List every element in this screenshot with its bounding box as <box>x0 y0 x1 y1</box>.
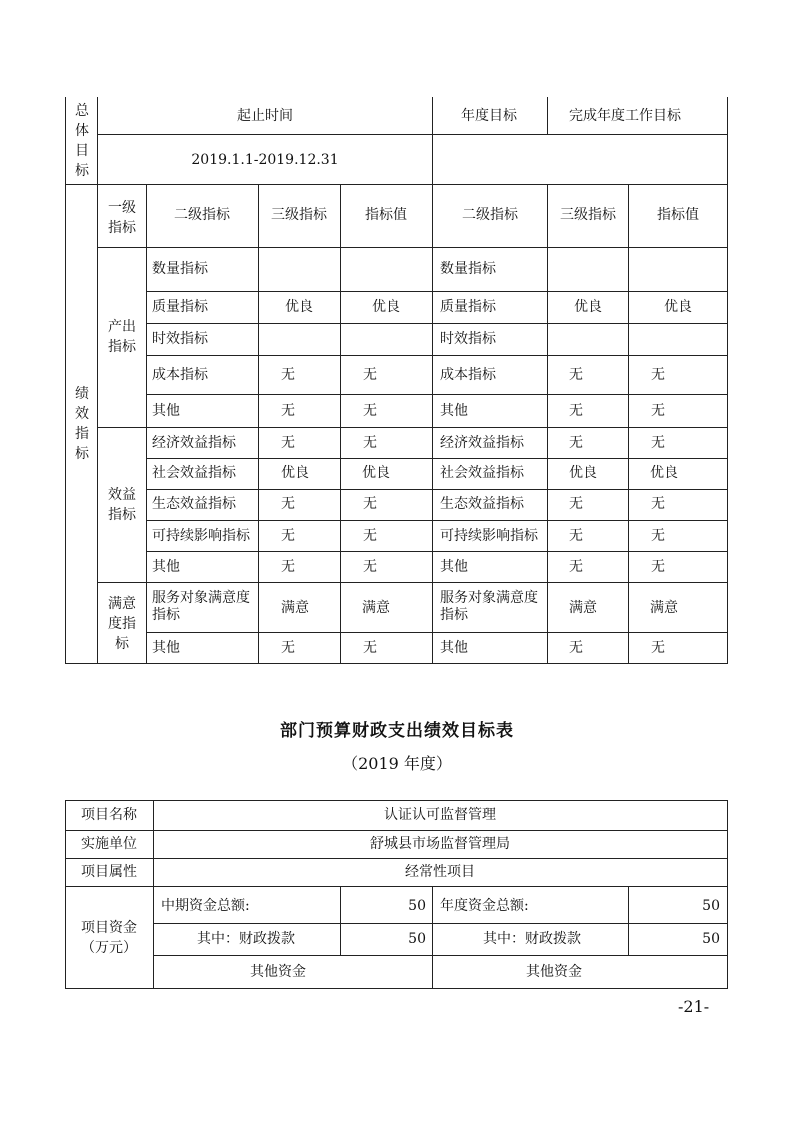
table-line <box>146 291 727 292</box>
table-line <box>432 886 433 988</box>
table-line <box>65 830 728 831</box>
table-line <box>340 184 341 664</box>
indicator-cell: 无 <box>281 528 295 544</box>
table-line <box>146 489 727 490</box>
level3-header-right: 三级指标 <box>560 207 616 223</box>
indicator-cell: 优良 <box>664 299 692 315</box>
indicator-cell: 优良 <box>650 465 678 481</box>
annual-goal-value: 完成年度工作目标 <box>569 108 681 124</box>
indicator-cell: 无 <box>281 640 295 656</box>
indicator-cell: 可持续影响指标 <box>440 528 538 544</box>
indicator-cell: 其他 <box>152 403 180 419</box>
indicator-cell: 其他 <box>152 559 180 575</box>
annual-other-label: 其他资金 <box>526 964 582 980</box>
table-line <box>153 955 727 956</box>
indicator-cell: 数量指标 <box>440 261 496 277</box>
table-line <box>727 97 728 664</box>
indicator-cell: 数量指标 <box>152 261 208 277</box>
indicator-cell: 无 <box>651 367 665 383</box>
indicator-cell: 无 <box>281 403 295 419</box>
attribute-label: 项目属性 <box>81 864 137 880</box>
indicator-cell: 无 <box>281 367 295 383</box>
indicator-cell: 其他 <box>440 559 468 575</box>
indicator-cell: 时效指标 <box>152 331 208 347</box>
table-line <box>432 184 433 664</box>
indicator-cell: 优良 <box>285 299 313 315</box>
indicator-cell: 无 <box>651 559 665 575</box>
indicator-cell: 质量指标 <box>152 299 208 315</box>
table-line <box>65 97 66 664</box>
indicator-cell: 无 <box>569 640 583 656</box>
indicator-cell: 无 <box>651 496 665 512</box>
period-header: 起止时间 <box>237 108 293 124</box>
indicator-cell: 无 <box>363 403 377 419</box>
table-line <box>65 663 728 664</box>
indicator-cell: 无 <box>651 435 665 451</box>
indicator-cell: 质量指标 <box>440 299 496 315</box>
indicator-cell: 无 <box>363 496 377 512</box>
table-line <box>727 800 728 989</box>
value-header-left: 指标值 <box>365 207 407 223</box>
indicator-cell: 经济效益指标 <box>152 435 236 451</box>
page-title: 部门预算财政支出绩效目标表 <box>280 721 514 741</box>
indicator-cell: 无 <box>651 403 665 419</box>
level3-header-left: 三级指标 <box>271 207 327 223</box>
level2-header-right: 二级指标 <box>462 207 518 223</box>
table-line <box>628 886 629 955</box>
table-line <box>65 858 728 859</box>
indicator-cell: 无 <box>281 496 295 512</box>
indicator-cell: 无 <box>363 367 377 383</box>
indicator-cell: 无 <box>281 559 295 575</box>
table-line <box>146 355 727 356</box>
table-line <box>146 184 147 664</box>
indicator-cell: 社会效益指标 <box>440 465 524 481</box>
indicator-cell: 无 <box>281 435 295 451</box>
attribute-value: 经常性项目 <box>405 864 475 880</box>
table-line <box>153 800 154 989</box>
indicator-cell: 无 <box>569 403 583 419</box>
project-name: 认证认可监督管理 <box>384 807 496 823</box>
indicator-cell: 生态效益指标 <box>440 496 524 512</box>
table-line <box>97 97 98 664</box>
indicator-cell: 时效指标 <box>440 331 496 347</box>
table-line <box>97 427 727 428</box>
page-number: -21- <box>678 997 710 1016</box>
indicator-cell: 无 <box>363 559 377 575</box>
annual-fiscal-value: 50 <box>702 931 720 947</box>
group-label: 满意度指标 <box>108 596 136 652</box>
table-line <box>146 323 727 324</box>
level1-header: 一级指标 <box>108 200 136 236</box>
indicator-cell: 无 <box>363 528 377 544</box>
indicator-cell: 优良 <box>569 465 597 481</box>
unit-label: 实施单位 <box>81 836 137 852</box>
table-line <box>65 988 728 989</box>
annual-goal-header: 年度目标 <box>461 108 517 124</box>
group-label: 效益指标 <box>108 487 136 523</box>
indicator-cell: 经济效益指标 <box>440 435 524 451</box>
table-line <box>153 923 727 924</box>
annual-fiscal-label: 其中：财政拨款 <box>483 931 581 947</box>
indicator-cell: 其他 <box>440 403 468 419</box>
table-line <box>547 184 548 664</box>
unit-value: 舒城县市场监督管理局 <box>370 836 510 852</box>
indicator-cell: 优良 <box>281 465 309 481</box>
table-line <box>146 551 727 552</box>
indicator-cell: 满意 <box>569 600 597 616</box>
indicator-cell: 其他 <box>152 640 180 656</box>
table-line <box>146 632 727 633</box>
indicator-cell: 无 <box>569 496 583 512</box>
table-line <box>547 97 548 134</box>
indicator-cell: 无 <box>569 435 583 451</box>
indicator-cell: 无 <box>569 367 583 383</box>
level2-header-left: 二级指标 <box>174 207 230 223</box>
table-line <box>65 800 66 989</box>
overall-goal-label: 总体目标 <box>75 103 89 179</box>
indicator-cell: 优良 <box>372 299 400 315</box>
mid-fiscal-value: 50 <box>408 931 426 947</box>
indicator-cell: 优良 <box>362 465 390 481</box>
indicator-cell: 成本指标 <box>152 367 208 383</box>
funds-label: 项目资金（万元） <box>81 920 137 956</box>
mid-total-label: 中期资金总额: <box>161 898 250 914</box>
indicator-cell: 社会效益指标 <box>152 465 236 481</box>
mid-fiscal-label: 其中：财政拨款 <box>197 931 295 947</box>
annual-total-value: 50 <box>702 898 720 914</box>
page-subtitle: （2019 年度） <box>342 754 452 773</box>
project-name-label: 项目名称 <box>81 807 137 823</box>
indicator-cell: 服务对象满意度指标 <box>440 590 538 623</box>
table-line <box>340 886 341 955</box>
mid-other-label: 其他资金 <box>250 964 306 980</box>
indicator-cell: 满意 <box>281 600 309 616</box>
indicator-cell: 无 <box>569 559 583 575</box>
value-header-right: 指标值 <box>657 207 699 223</box>
group-label: 产出指标 <box>108 319 136 355</box>
indicator-cell: 无 <box>363 640 377 656</box>
indicator-cell: 满意 <box>362 600 390 616</box>
annual-total-label: 年度资金总额: <box>440 898 529 914</box>
indicator-cell: 满意 <box>650 600 678 616</box>
indicator-cell: 优良 <box>574 299 602 315</box>
table-line <box>628 184 629 664</box>
performance-label: 绩效指标 <box>75 386 89 462</box>
indicator-cell: 生态效益指标 <box>152 496 236 512</box>
period-value: 2019.1.1-2019.12.31 <box>191 152 339 168</box>
indicator-cell: 无 <box>569 528 583 544</box>
indicator-cell: 无 <box>363 435 377 451</box>
indicator-cell: 服务对象满意度指标 <box>152 590 250 623</box>
table-line <box>65 184 728 185</box>
table-line <box>65 800 728 801</box>
indicator-cell: 无 <box>651 640 665 656</box>
table-line <box>97 582 727 583</box>
table-line <box>432 97 433 184</box>
table-line <box>146 520 727 521</box>
table-line <box>97 247 727 248</box>
table-line <box>258 184 259 664</box>
indicator-cell: 无 <box>651 528 665 544</box>
table-line <box>146 394 727 395</box>
indicator-cell: 其他 <box>440 640 468 656</box>
table-line <box>146 458 727 459</box>
table-line <box>97 134 727 135</box>
indicator-cell: 成本指标 <box>440 367 496 383</box>
indicator-cell: 可持续影响指标 <box>152 528 250 544</box>
mid-total-value: 50 <box>408 898 426 914</box>
